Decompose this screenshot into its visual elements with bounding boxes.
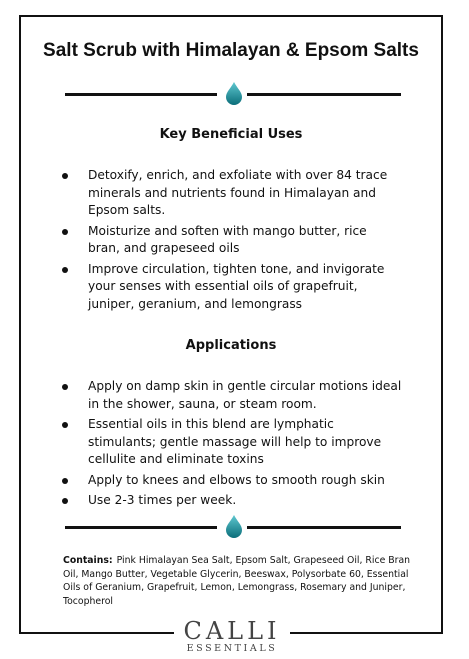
frame-border-left — [19, 15, 21, 633]
section-heading-uses: Key Beneficial Uses — [159, 127, 303, 142]
list-item: Detoxify, enrich, and exfoliate with over 84 trace minerals and nutrients found in Himalayan and Epsom salts. — [62, 167, 402, 220]
ingredients-text: Pink Himalayan Sea Salt, Epsom Salt, Grapeseed Oil, Rice Bran Oil, Mango Butter, Vegetable Glycerin, Beeswax, Polysorbate 60, Essential Oils of Geranium, Grapefruit, Lemon, Lemongrass, Rosemary and Juniper, Tocopherol — [63, 555, 411, 608]
divider-line-right — [247, 93, 401, 96]
bullet-dot — [62, 478, 68, 484]
bullet-dot — [62, 173, 68, 179]
page-title: Salt Scrub with Himalayan & Epsom Salts — [43, 40, 419, 61]
water-drop-icon — [225, 514, 243, 538]
list-item: Use 2-3 times per week. — [62, 492, 402, 510]
uses-list — [62, 167, 402, 316]
bullet-dot — [62, 384, 68, 390]
bullet-dot — [62, 498, 68, 504]
list-item: Improve circulation, tighten tone, and invigorate your senses with essential oils of grapefruit, juniper, geranium, and lemongrass — [62, 261, 402, 314]
applications-list — [62, 378, 402, 513]
bullet-dot — [62, 229, 68, 235]
frame-border-bottom-right — [290, 632, 443, 634]
frame-border-bottom-left — [19, 632, 174, 634]
divider-bottom — [65, 517, 401, 537]
divider-line-left — [65, 93, 217, 96]
divider-line-right — [247, 526, 401, 529]
list-item: Apply to knees and elbows to smooth rough skin — [62, 472, 402, 490]
bullet-dot — [62, 422, 68, 428]
frame-border-top — [19, 15, 443, 17]
list-item: Apply on damp skin in gentle circular motions ideal in the shower, sauna, or steam room. — [62, 378, 402, 413]
list-item: Essential oils in this blend are lymphatic stimulants; gentle massage will help to improve cellulite and eliminate toxins — [62, 416, 402, 469]
water-drop-icon — [225, 81, 243, 105]
divider-top — [65, 84, 401, 104]
brand-logo — [170, 617, 294, 654]
section-heading-applications: Applications — [185, 338, 277, 353]
list-item: Moisturize and soften with mango butter, rice bran, and grapeseed oils — [62, 223, 402, 258]
bullet-dot — [62, 267, 68, 273]
brand-tagline: ESSENTIALS — [186, 643, 278, 654]
divider-line-left — [65, 526, 217, 529]
ingredients-block — [63, 554, 413, 609]
brand-name: CALLI — [183, 617, 281, 645]
frame-border-right — [441, 15, 443, 633]
ingredients-label: Contains: — [63, 555, 113, 566]
